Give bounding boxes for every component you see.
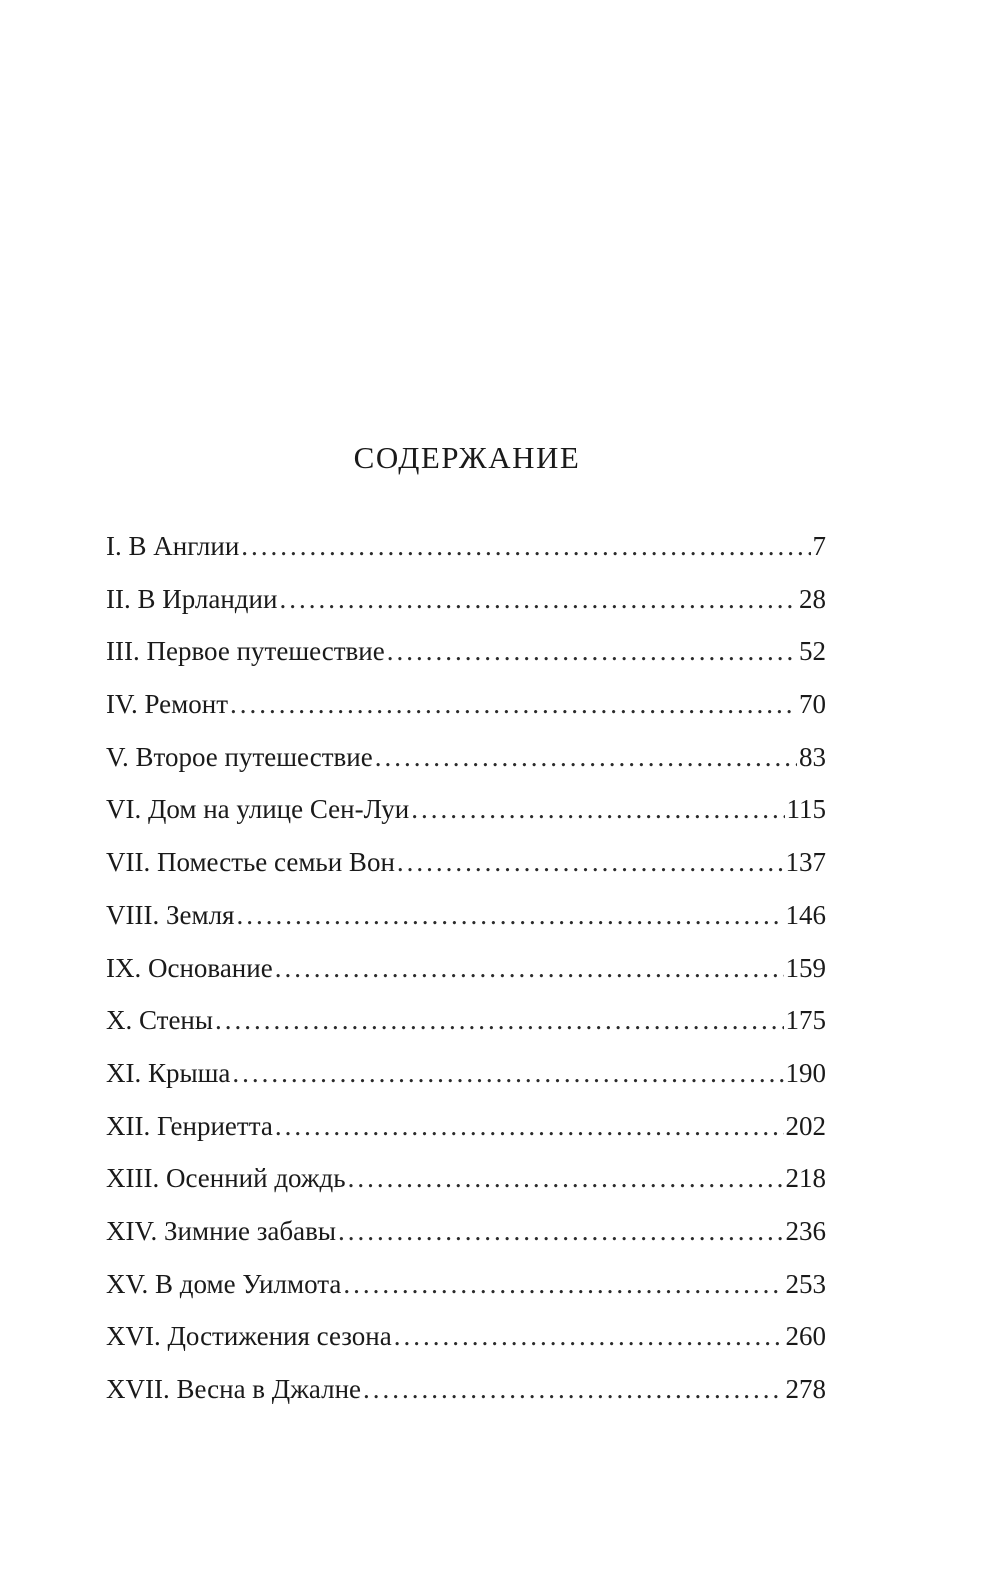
- toc-entry-page-number: 70: [799, 689, 826, 720]
- dot-leader: [230, 678, 797, 731]
- toc-entry-label: XIII. Осенний дождь: [106, 1163, 346, 1194]
- toc-entry-label: XVII. Весна в Джалне: [106, 1374, 362, 1404]
- dot-leader: [397, 836, 784, 889]
- toc-entry-label: V. Второе путешествие: [106, 741, 373, 772]
- toc-entry: [106, 1047, 826, 1100]
- toc-entry-label: VII. Поместье семьи Вон: [106, 847, 395, 878]
- dot-leader: [394, 1310, 784, 1363]
- toc-entry: [106, 1205, 826, 1258]
- toc-entry-page-number: 115: [786, 794, 826, 825]
- dot-leader: [343, 1258, 783, 1311]
- table-of-contents: [106, 520, 826, 1416]
- toc-entry: [106, 1363, 826, 1416]
- toc-entry-page-number: 28: [799, 583, 826, 614]
- toc-entry-page-number: 7: [812, 531, 826, 561]
- toc-entry-page-number: 260: [785, 1321, 826, 1352]
- toc-entry-page-number: 278: [785, 1374, 826, 1404]
- dot-leader: [215, 994, 783, 1047]
- toc-entry: [106, 625, 826, 678]
- toc-entry-label: III. Первое путешествие: [106, 636, 385, 667]
- toc-entry-page-number: 202: [785, 1110, 826, 1141]
- dot-leader: [236, 889, 783, 942]
- dot-leader: [275, 1100, 784, 1153]
- toc-entry: [106, 783, 826, 836]
- toc-entry-label: IV. Ремонт: [106, 689, 228, 720]
- toc-entry-page-number: 236: [785, 1215, 826, 1246]
- dot-leader: [387, 625, 797, 678]
- toc-entry-label: XIV. Зимние забавы: [106, 1215, 336, 1246]
- toc-entry-label: X. Стены: [106, 1005, 214, 1036]
- toc-entry-label: II. В Ирландии: [106, 583, 278, 614]
- toc-entry-label: XVI. Достижения сезона: [106, 1321, 392, 1352]
- toc-entry: [106, 1100, 826, 1153]
- dot-leader: [279, 573, 797, 626]
- toc-entry-label: IX. Основание: [106, 952, 273, 983]
- dot-leader: [363, 1363, 783, 1416]
- toc-entry-label: XV. В доме Уилмота: [106, 1268, 342, 1299]
- toc-entry: [106, 573, 826, 626]
- toc-entry-label: VI. Дом на улице Сен-Луи: [106, 794, 410, 825]
- toc-entry-page-number: 159: [785, 952, 826, 983]
- toc-entry-page-number: 253: [785, 1268, 826, 1299]
- toc-entry: [106, 836, 826, 889]
- toc-entry-page-number: 146: [785, 899, 826, 930]
- dot-leader: [338, 1205, 784, 1258]
- dot-leader: [241, 520, 810, 573]
- dot-leader: [375, 731, 797, 784]
- toc-entry-page-number: 190: [785, 1057, 826, 1088]
- toc-entry: [106, 678, 826, 731]
- toc-entry-page-number: 83: [799, 741, 826, 772]
- dot-leader: [411, 783, 784, 836]
- toc-entry-page-number: 218: [785, 1163, 826, 1194]
- toc-entry: [106, 1310, 826, 1363]
- toc-entry-label: XI. Крыша: [106, 1057, 231, 1088]
- toc-entry: [106, 994, 826, 1047]
- dot-leader: [348, 1152, 784, 1205]
- toc-entry-page-number: 52: [799, 636, 826, 667]
- toc-entry: [106, 942, 826, 995]
- toc-entry-page-number: 137: [785, 847, 826, 878]
- toc-entry: [106, 731, 826, 784]
- toc-entry: [106, 1152, 826, 1205]
- dot-leader: [275, 942, 784, 995]
- page-title: СОДЕРЖАНИЕ: [353, 440, 581, 475]
- toc-entry: [106, 889, 826, 942]
- toc-entry: [106, 1258, 826, 1311]
- toc-entry-page-number: 175: [785, 1005, 826, 1036]
- toc-entry-label: I. В Англии: [106, 531, 240, 561]
- toc-entry-label: VIII. Земля: [106, 899, 235, 930]
- dot-leader: [232, 1047, 783, 1100]
- toc-entry: [106, 520, 826, 573]
- toc-entry-label: XII. Генриетта: [106, 1110, 273, 1141]
